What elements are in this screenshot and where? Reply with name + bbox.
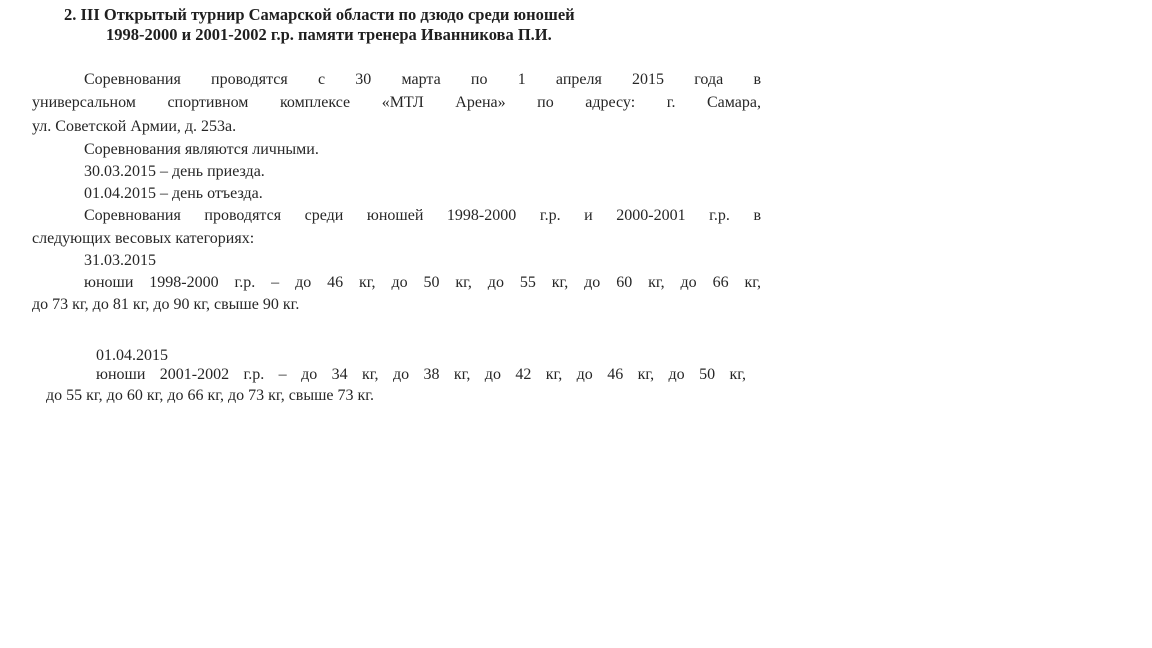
paragraph-competition-type: Соревнования являются личными. [84, 141, 319, 158]
weight-categories-2001-2002-line-1: юноши 2001-2002 г.р. – до 34 кг, до 38 кг, до 42 кг, до 46 кг, до 50 кг, [96, 366, 746, 383]
paragraph-address: ул. Советской Армии, д. 253а. [32, 118, 237, 135]
section-heading-line-1: 2. III Открытый турнир Самарской области по дзюдо среди юношей [64, 5, 575, 24]
paragraph-age-groups: Соревнования проводятся среди юношей 1998-2000 г.р. и 2000-2001 г.р. в [84, 207, 761, 224]
paragraph-venue: универсальном спортивном комплексе «МТЛ Арена» по адресу: г. Самара, [32, 94, 761, 111]
paragraph-departure-day: 01.04.2015 – день отъезда. [84, 185, 263, 202]
weight-categories-1998-2000-line-1: юноши 1998-2000 г.р. – до 46 кг, до 50 кг, до 55 кг, до 60 кг, до 66 кг, [84, 274, 761, 291]
paragraph-arrival-day: 30.03.2015 – день приезда. [84, 163, 265, 180]
paragraph-competition-dates: Соревнования проводятся с 30 марта по 1 апреля 2015 года в [84, 71, 761, 88]
date-day-two: 01.04.2015 [96, 347, 168, 364]
weight-categories-1998-2000-line-2: до 73 кг, до 81 кг, до 90 кг, свыше 90 кг. [32, 296, 300, 313]
date-day-one: 31.03.2015 [84, 252, 156, 269]
section-heading-line-2: 1998-2000 и 2001-2002 г.р. памяти тренера Иванникова П.И. [106, 25, 552, 44]
weight-categories-2001-2002-line-2: до 55 кг, до 60 кг, до 66 кг, до 73 кг, свыше 73 кг. [46, 387, 375, 404]
paragraph-weight-categories-intro: следующих весовых категориях: [32, 230, 255, 247]
